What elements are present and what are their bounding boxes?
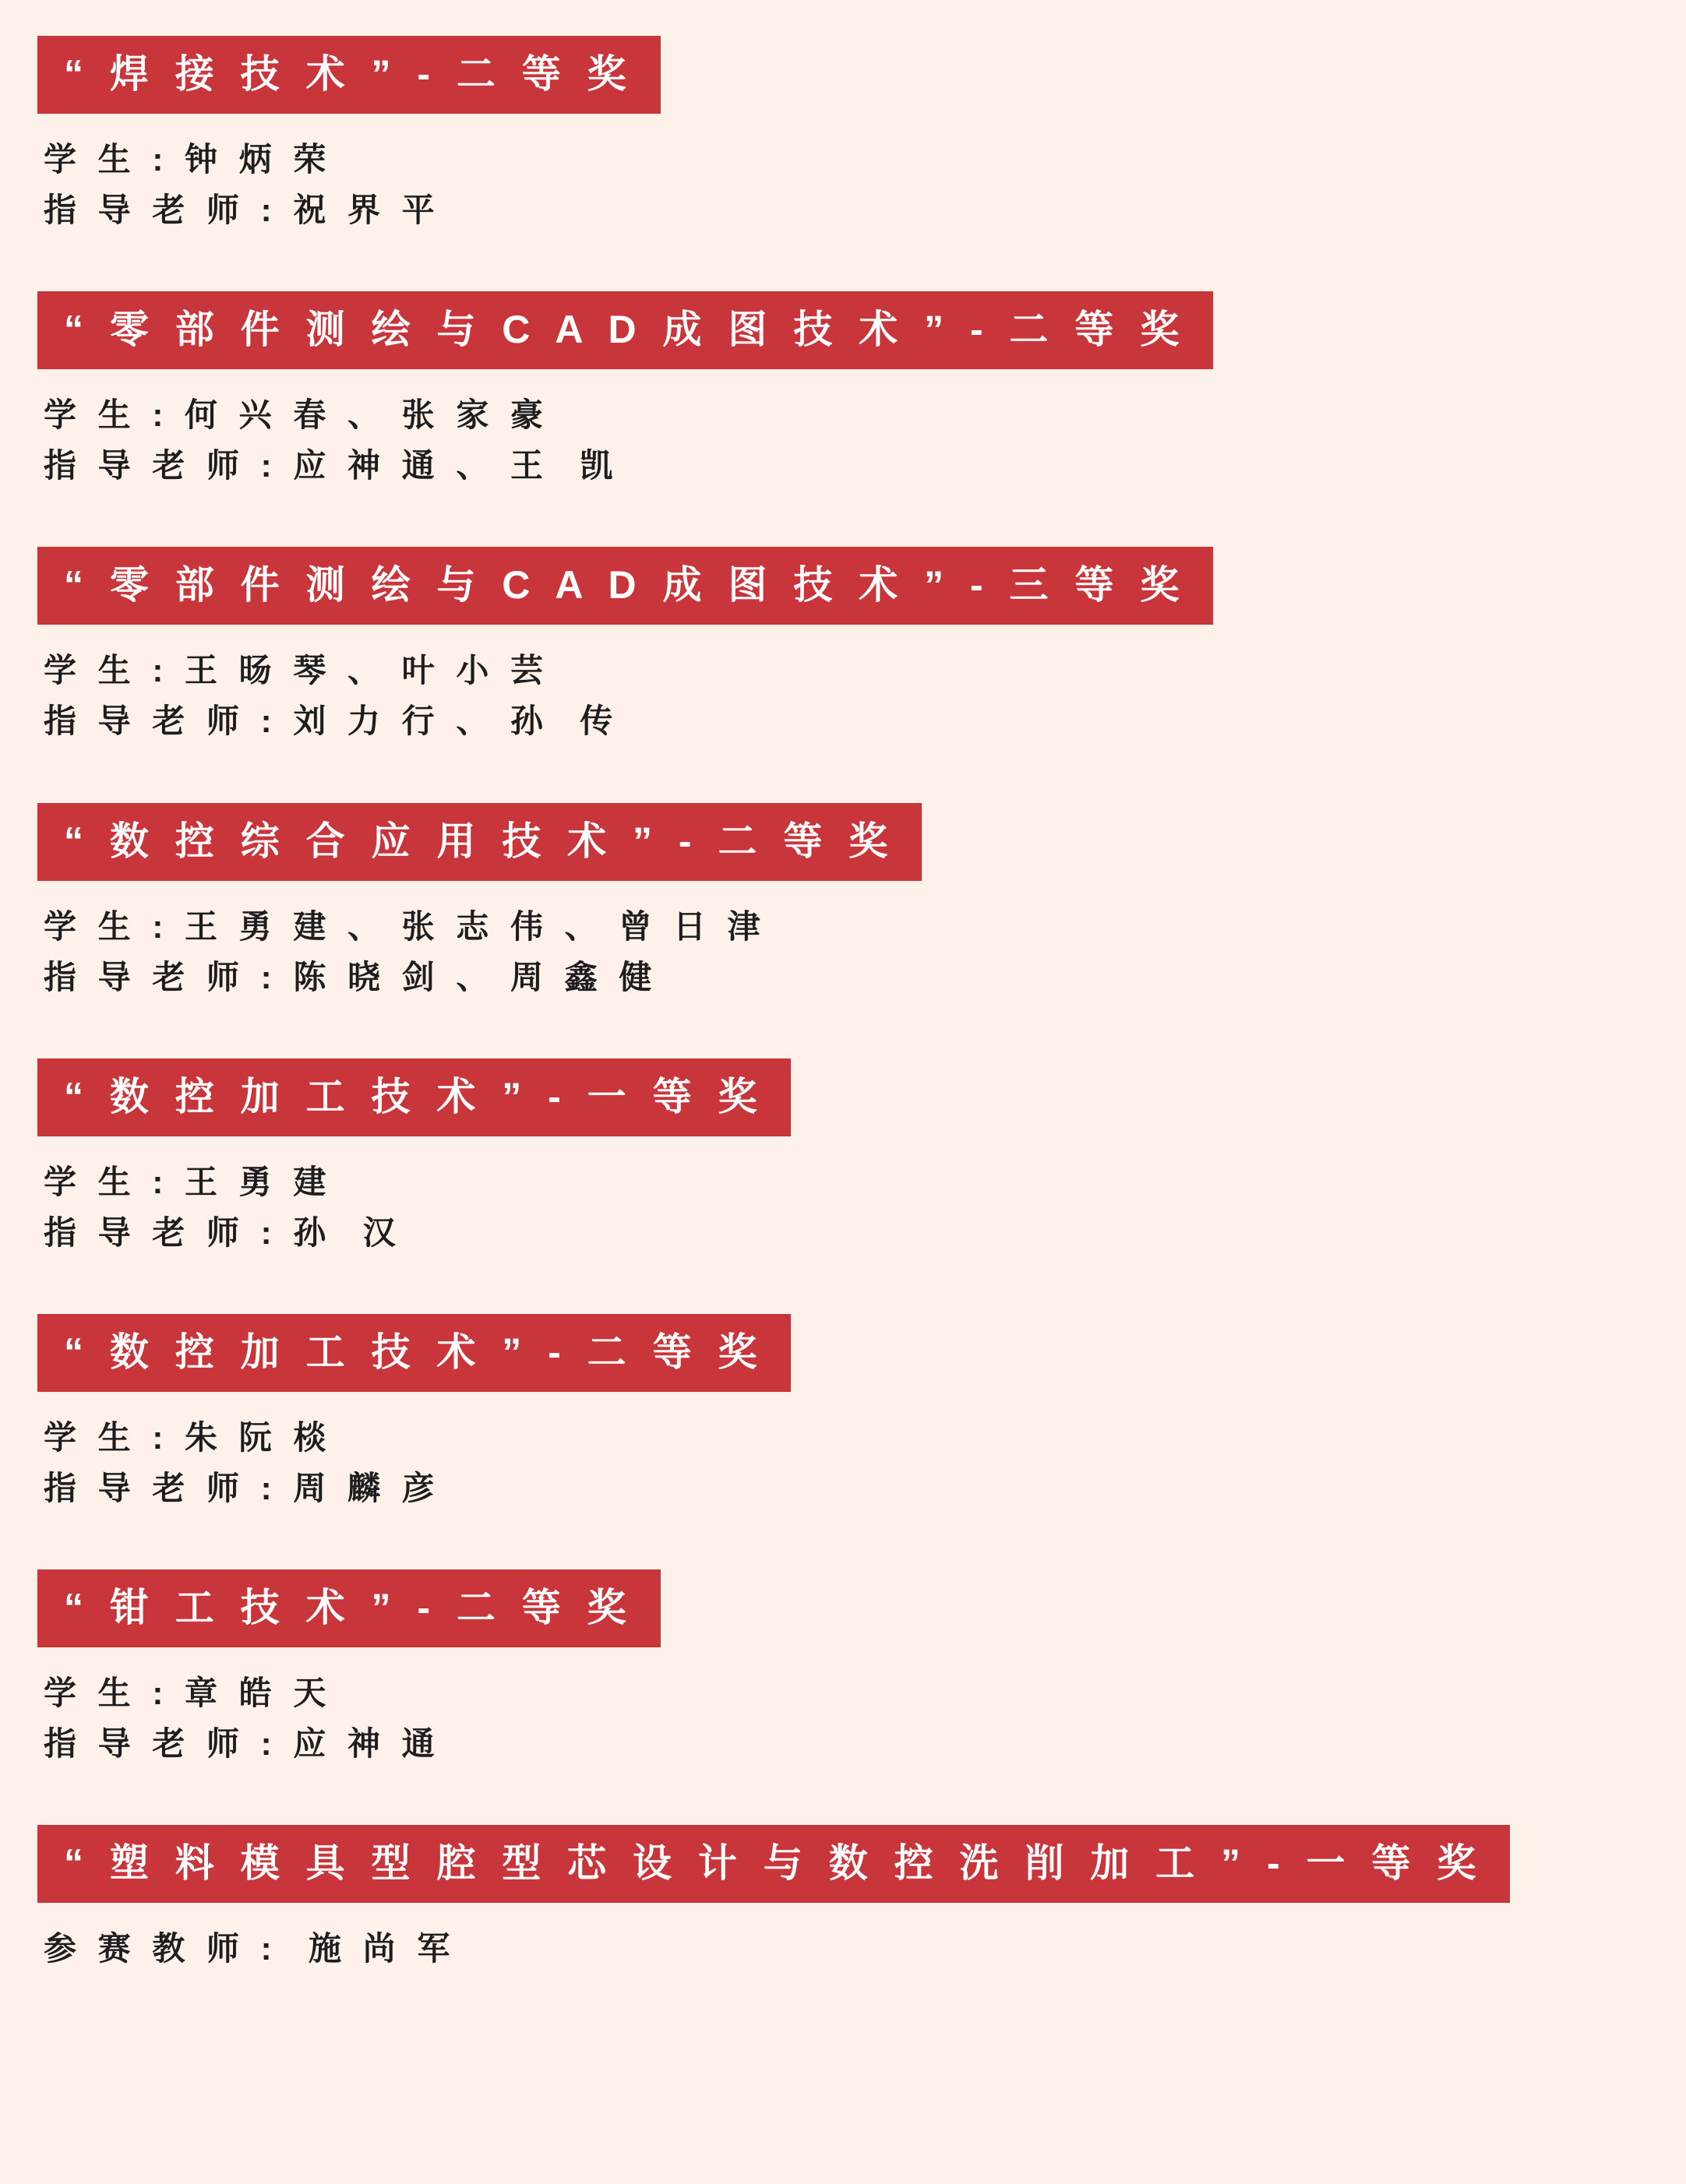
- advisor-line: 指 导 老 师 : 祝 界 平: [44, 192, 441, 229]
- award-entry: [0, 1825, 1686, 1974]
- award-details: [44, 1923, 1686, 1974]
- award-entry: [0, 291, 1686, 491]
- award-title-banner: “ 零 部 件 测 绘 与 C A D 成 图 技 术 ” - 三 等 奖: [37, 547, 1213, 625]
- student-line: 学 生 : 王 勇 建 、 张 志 伟 、 曾 日 津: [44, 907, 767, 945]
- award-entry: [0, 1569, 1686, 1769]
- teacher-line: 参 赛 教 师 : 施 尚 军: [44, 1930, 457, 1967]
- award-details: [44, 1668, 1686, 1769]
- award-entry: [0, 36, 1686, 235]
- award-details: [44, 389, 1686, 491]
- award-entry: [0, 1059, 1686, 1258]
- advisor-line: 指 导 老 师 : 周 麟 彦: [44, 1470, 441, 1507]
- award-title-banner: “ 焊 接 技 术 ” - 二 等 奖: [37, 36, 661, 114]
- student-line: 学 生 : 王 勇 建: [44, 1163, 333, 1200]
- award-details: [44, 1412, 1686, 1513]
- award-title-banner: “ 钳 工 技 术 ” - 二 等 奖: [37, 1569, 661, 1647]
- award-title-banner: “ 数 控 加 工 技 术 ” - 二 等 奖: [37, 1314, 791, 1392]
- award-title-banner: “ 塑 料 模 具 型 腔 型 芯 设 计 与 数 控 洗 削 加 工 ” - 一 等 奖: [37, 1825, 1510, 1903]
- student-line: 学 生 : 钟 炳 荣: [44, 141, 333, 178]
- award-details: [44, 901, 1686, 1002]
- award-title-banner: “ 零 部 件 测 绘 与 C A D 成 图 技 术 ” - 二 等 奖: [37, 291, 1213, 369]
- award-details: [44, 134, 1686, 235]
- student-line: 学 生 : 何 兴 春 、 张 家 豪: [44, 396, 550, 434]
- award-entry: [0, 1314, 1686, 1513]
- advisor-line: 指 导 老 师 : 应 神 通 、 王 凯: [44, 447, 619, 484]
- student-line: 学 生 : 章 皓 天: [44, 1675, 333, 1712]
- award-details: [44, 645, 1686, 746]
- award-entry: [0, 547, 1686, 746]
- award-title-banner: “ 数 控 综 合 应 用 技 术 ” - 二 等 奖: [37, 803, 922, 881]
- advisor-line: 指 导 老 师 : 孙 汉: [44, 1214, 402, 1251]
- award-entry: [0, 803, 1686, 1002]
- award-title-banner: “ 数 控 加 工 技 术 ” - 一 等 奖: [37, 1059, 791, 1136]
- student-line: 学 生 : 王 旸 琴 、 叶 小 芸: [44, 652, 550, 689]
- advisor-line: 指 导 老 师 : 应 神 通: [44, 1725, 441, 1763]
- student-line: 学 生 : 朱 阮 棪: [44, 1418, 333, 1456]
- advisor-line: 指 导 老 师 : 陈 晓 剑 、 周 鑫 健: [44, 958, 658, 995]
- award-details: [44, 1157, 1686, 1258]
- advisor-line: 指 导 老 师 : 刘 力 行 、 孙 传: [44, 703, 619, 740]
